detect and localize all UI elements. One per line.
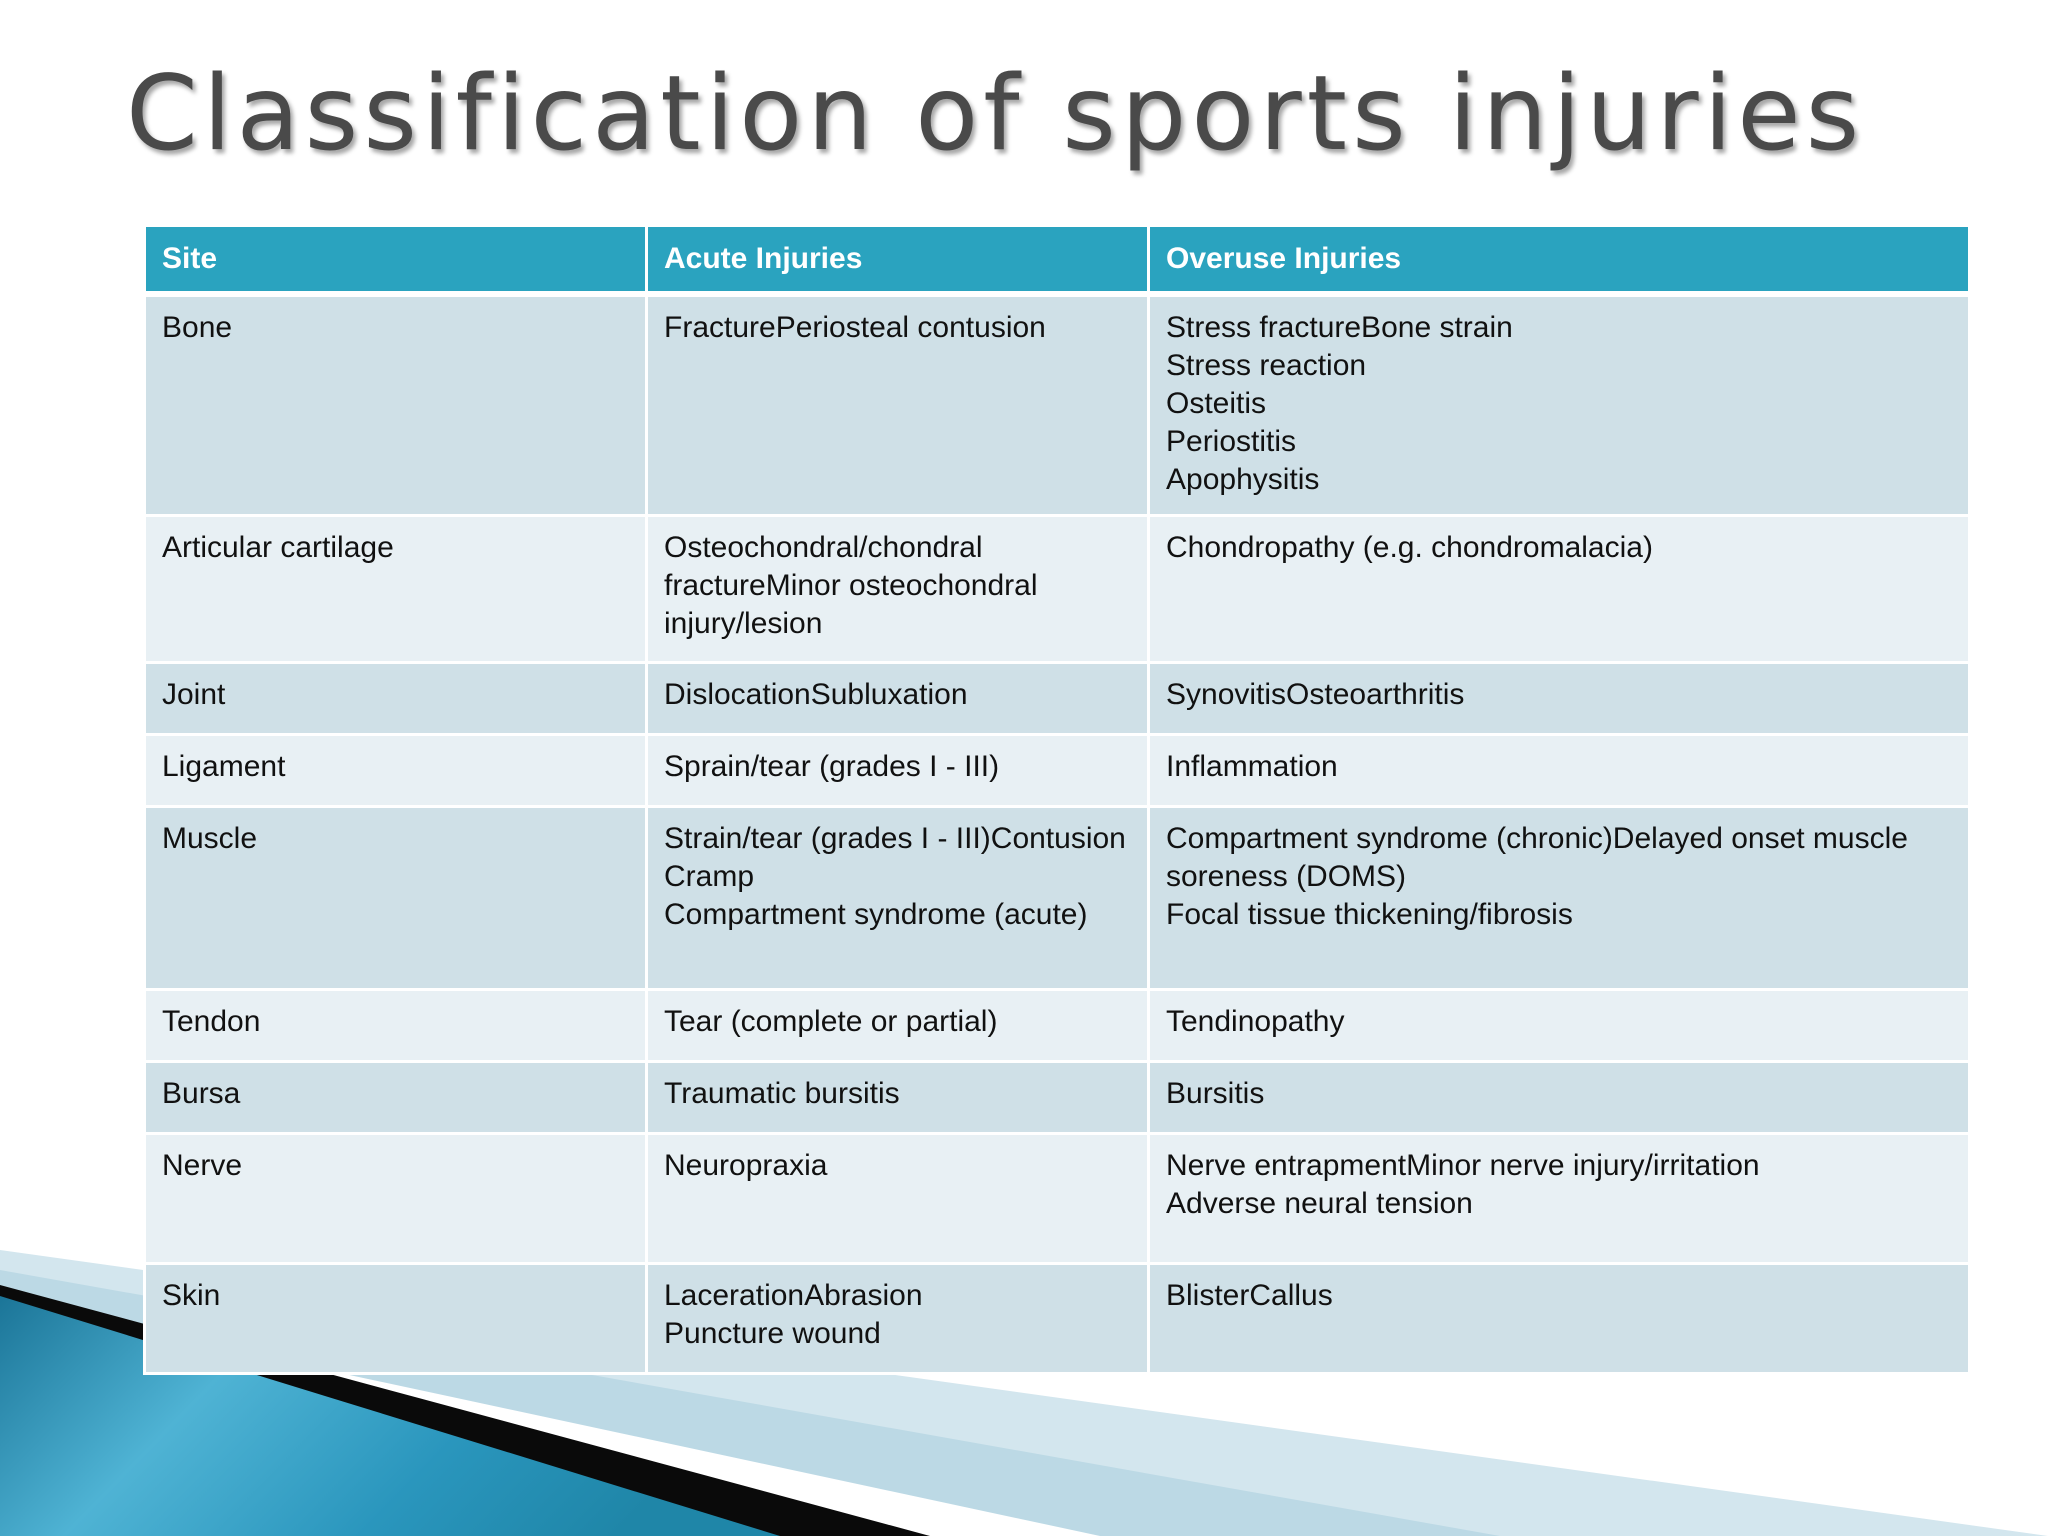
table-row-nerve (145, 1134, 1970, 1264)
cell-site (145, 516, 647, 663)
cell-site (145, 1062, 647, 1134)
acute-item: Puncture wound (664, 1317, 881, 1350)
cell-site (145, 663, 647, 735)
cell-site (145, 807, 647, 990)
cell-site (145, 990, 647, 1062)
site-label: Tendon (162, 1005, 261, 1038)
cell-overuse (1149, 1062, 1970, 1134)
slide-title: Classification of sports injuries (126, 54, 1865, 174)
header-acute-injuries: Acute Injuries (647, 226, 1149, 294)
cell-overuse (1149, 1134, 1970, 1264)
cell-site (145, 735, 647, 807)
cell-acute (647, 294, 1149, 516)
cell-site (145, 1134, 647, 1264)
acute-item: Tear (complete or partial) (664, 1005, 998, 1038)
cell-acute (647, 807, 1149, 990)
table-row-joint (145, 663, 1970, 735)
overuse-item: Inflammation (1166, 750, 1338, 783)
overuse-item: Stress fractureBone strain (1166, 310, 1513, 344)
acute-item: Compartment syndrome (acute) (664, 898, 1088, 931)
overuse-item: Osteitis (1166, 386, 1267, 420)
cell-overuse (1149, 1264, 1970, 1374)
overuse-item: Focal tissue thickening/fibrosis (1166, 898, 1573, 931)
table-row-ligament (145, 735, 1970, 807)
cell-acute (647, 663, 1149, 735)
cell-acute (647, 516, 1149, 663)
cell-acute (647, 1264, 1149, 1374)
acute-item: Cramp (664, 860, 755, 893)
acute-item: Strain/tear (grades I - III)Contusion (664, 822, 1126, 855)
header-site: Site (145, 226, 647, 294)
overuse-item: BlisterCallus (1166, 1279, 1333, 1312)
header-overuse-injuries: Overuse Injuries (1149, 226, 1970, 294)
table-header-row (145, 226, 1970, 294)
cell-acute (647, 735, 1149, 807)
site-label: Nerve (162, 1149, 243, 1182)
table-row-skin (145, 1264, 1970, 1374)
site-label: Bone (162, 310, 233, 344)
overuse-item: Bursitis (1166, 1077, 1265, 1110)
table-row-bursa (145, 1062, 1970, 1134)
acute-item: LacerationAbrasion (664, 1279, 923, 1312)
cell-overuse (1149, 663, 1970, 735)
overuse-item: Nerve entrapmentMinor nerve injury/irritation (1166, 1149, 1760, 1182)
table-row-bone (145, 294, 1970, 516)
overuse-item: SynovitisOsteoarthritis (1166, 678, 1465, 711)
acute-item: Traumatic bursitis (664, 1077, 900, 1110)
cell-overuse (1149, 516, 1970, 663)
site-label: Muscle (162, 822, 258, 855)
acute-item: DislocationSubluxation (664, 678, 968, 711)
acute-item: Neuropraxia (664, 1149, 828, 1182)
cell-acute (647, 1062, 1149, 1134)
table-row-muscle (145, 807, 1970, 990)
overuse-item: Chondropathy (e.g. chondromalacia) (1166, 531, 1653, 564)
site-label: Articular cartilage (162, 531, 394, 564)
site-label: Joint (162, 678, 226, 711)
cell-acute (647, 1134, 1149, 1264)
acute-item: Osteochondral/chondral fractureMinor osteochondral injury/lesion (664, 531, 1038, 640)
cell-overuse (1149, 990, 1970, 1062)
overuse-item: Adverse neural tension (1166, 1187, 1473, 1220)
cell-overuse (1149, 294, 1970, 516)
overuse-item: Periostitis (1166, 424, 1297, 458)
table-row-articular-cartilage (145, 516, 1970, 663)
cell-site (145, 294, 647, 516)
site-label: Bursa (162, 1077, 241, 1110)
site-label: Ligament (162, 750, 286, 783)
cell-overuse (1149, 807, 1970, 990)
overuse-item: Compartment syndrome (chronic)Delayed onset muscle soreness (DOMS) (1166, 822, 1908, 893)
acute-item: Sprain/tear (grades I - III) (664, 750, 1000, 783)
cell-site (145, 1264, 647, 1374)
overuse-item: Apophysitis (1166, 462, 1320, 496)
injury-classification-table (143, 224, 1971, 1375)
overuse-item: Tendinopathy (1166, 1005, 1345, 1038)
overuse-item: Stress reaction (1166, 348, 1367, 382)
cell-overuse (1149, 735, 1970, 807)
site-label: Skin (162, 1279, 221, 1312)
cell-acute (647, 990, 1149, 1062)
acute-item: FracturePeriosteal contusion (664, 310, 1046, 344)
table-row-tendon (145, 990, 1970, 1062)
